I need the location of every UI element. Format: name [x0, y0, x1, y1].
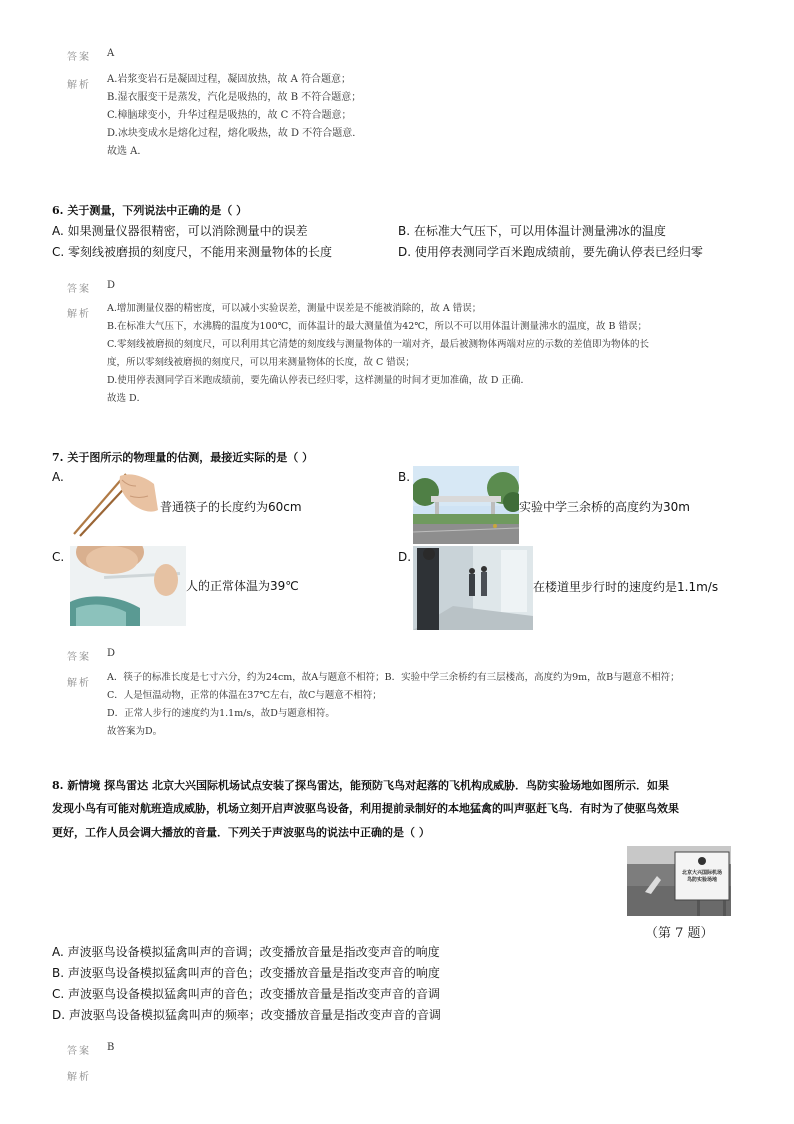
- answer-label: 答案: [67, 652, 91, 663]
- question-title-line: 8. 新情境 探鸟雷达 北京大兴国际机场试点安装了探鸟雷达，能预防飞鸟对起落的飞机构成威胁．鸟防实验场地如图所示．如果: [52, 779, 669, 792]
- option-b-text: 实验中学三余桥的高度约为30m: [519, 500, 690, 514]
- figure-caption: （第 7 题）: [645, 926, 714, 941]
- explanation-line: A.增加测量仪器的精密度，可以减小实验误差，测量中误差是不能被消除的，故 A 错误；: [107, 303, 482, 314]
- option-d: D. 使用停表测同学百米跑成绩前，要先确认停表已经归零: [398, 245, 703, 259]
- question-title: 6. 关于测量，下列说法中正确的是（ ）: [52, 204, 248, 217]
- sign-line: 北京大兴国际机场: [681, 870, 722, 876]
- option-d-text: 在楼道里步行时的速度约是1.1m/s: [533, 580, 719, 594]
- sign-text: [676, 870, 728, 884]
- explanation-line: C.樟脑球变小，升华过程是吸热的，故 C 不符合题意；: [107, 110, 352, 122]
- explanation-line: D．正常人步行的速度约为1.1m/s，故D与题意相符。: [107, 708, 335, 720]
- bridge-photo: [413, 466, 519, 544]
- option-b: B. 在标准大气压下，可以用体温计测量沸冰的温度: [398, 224, 666, 238]
- thermometer-photo: [70, 546, 186, 626]
- answer-value: B: [107, 1042, 115, 1053]
- chopsticks-photo: [70, 470, 160, 538]
- airport-sign-photo: [627, 846, 731, 916]
- explanation-line: B.湿衣服变干是蒸发，汽化是吸热的，故 B 不符合题意；: [107, 92, 362, 104]
- explanation-text: [107, 669, 680, 741]
- option-c-text: 人的正常体温为39℃: [186, 579, 299, 593]
- question-title-line: 更好，工作人员会调大播放的音量．下列关于声波驱鸟的说法中正确的是（ ）: [52, 825, 430, 839]
- sign-line: 鸟防实验场地: [686, 877, 717, 883]
- question-title-line: 发现小鸟有可能对航班造成威胁，机场立刻开启声波驱鸟设备，利用提前录制好的本地猛禽的叫声驱赶飞鸟．有时为了使驱鸟效果: [52, 802, 679, 816]
- answer-label: 答案: [67, 284, 91, 295]
- explanation-line: 故选 D．: [107, 393, 147, 405]
- answer-label: 答案: [67, 1046, 91, 1057]
- option-d: D. 声波驱鸟设备模拟猛禽叫声的频率；改变播放音量是指改变声音的音调: [52, 1008, 441, 1022]
- explanation-line: 故答案为D。: [107, 726, 163, 738]
- answer-label: 答案: [67, 52, 91, 63]
- option-d-label: D.: [398, 550, 412, 564]
- option-a-label: A.: [52, 470, 64, 484]
- option-c: C. 声波驱鸟设备模拟猛禽叫声的音色；改变播放音量是指改变声音的音调: [52, 987, 441, 1001]
- explanation-text: [107, 300, 649, 409]
- question-title: [52, 774, 679, 844]
- question-title: 7. 关于图所示的物理量的估测，最接近实际的是（ ）: [52, 451, 314, 464]
- explanation-line: 故选 A．: [107, 146, 148, 158]
- explanation-line: 度，所以零刻线被磨损的刻度尺，可以用来测量物体的长度，故 C 错误；: [107, 357, 415, 369]
- option-b: B. 声波驱鸟设备模拟猛禽叫声的音色；改变播放音量是指改变声音的响度: [52, 966, 440, 980]
- explanation-line: D.冰块变成水是熔化过程，熔化吸热，故 D 不符合题意．: [107, 128, 363, 140]
- explanation-label: 解析: [67, 678, 91, 689]
- explanation-label: 解析: [67, 1072, 91, 1083]
- explanation-line: A．筷子的标准长度是七寸六分，约为24cm，故A与题意不相符；B．实验中学三余桥约有三层楼高，高度约为9m，故B与题意不相符；: [107, 672, 680, 683]
- explanation-line: B.在标准大气压下，水沸腾的温度为100℃，而体温计的最大测量值为42℃，所以不可以用体温计测量沸水的温度，故 B 错误；: [107, 321, 647, 333]
- option-b-label: B.: [398, 470, 411, 484]
- option-a-text: 普通筷子的长度约为60cm: [160, 500, 302, 514]
- explanation-label: 解析: [67, 80, 91, 91]
- answer-value: A: [107, 48, 115, 59]
- explanation-line: C．人是恒温动物，正常的体温在37℃左右，故C与题意不相符；: [107, 690, 382, 702]
- explanation-label: 解析: [67, 309, 91, 320]
- explanation-line: C.零刻线被磨损的刻度尺，可以利用其它清楚的刻度线与测量物体的一端对齐，最后被测物体两端对应的示数的差值即为物体的长: [107, 339, 649, 351]
- answer-value: D: [107, 280, 116, 291]
- option-a: A. 声波驱鸟设备模拟猛禽叫声的音调；改变播放音量是指改变声音的响度: [52, 945, 440, 959]
- option-c: C. 零刻线被磨损的刻度尺，不能用来测量物体的长度: [52, 245, 333, 259]
- answer-value: D: [107, 648, 116, 659]
- corridor-photo: [413, 546, 533, 630]
- option-a: A. 如果测量仪器很精密，可以消除测量中的误差: [52, 224, 308, 238]
- explanation-line: A.岩浆变岩石是凝固过程，凝固放热，故 A 符合题意；: [107, 74, 351, 85]
- explanation-text: [107, 71, 362, 161]
- explanation-line: D.使用停表测同学百米跑成绩前，要先确认停表已经归零，这样测量的时间才更加准确，故 D 正确．: [107, 375, 530, 387]
- option-c-label: C.: [52, 550, 65, 564]
